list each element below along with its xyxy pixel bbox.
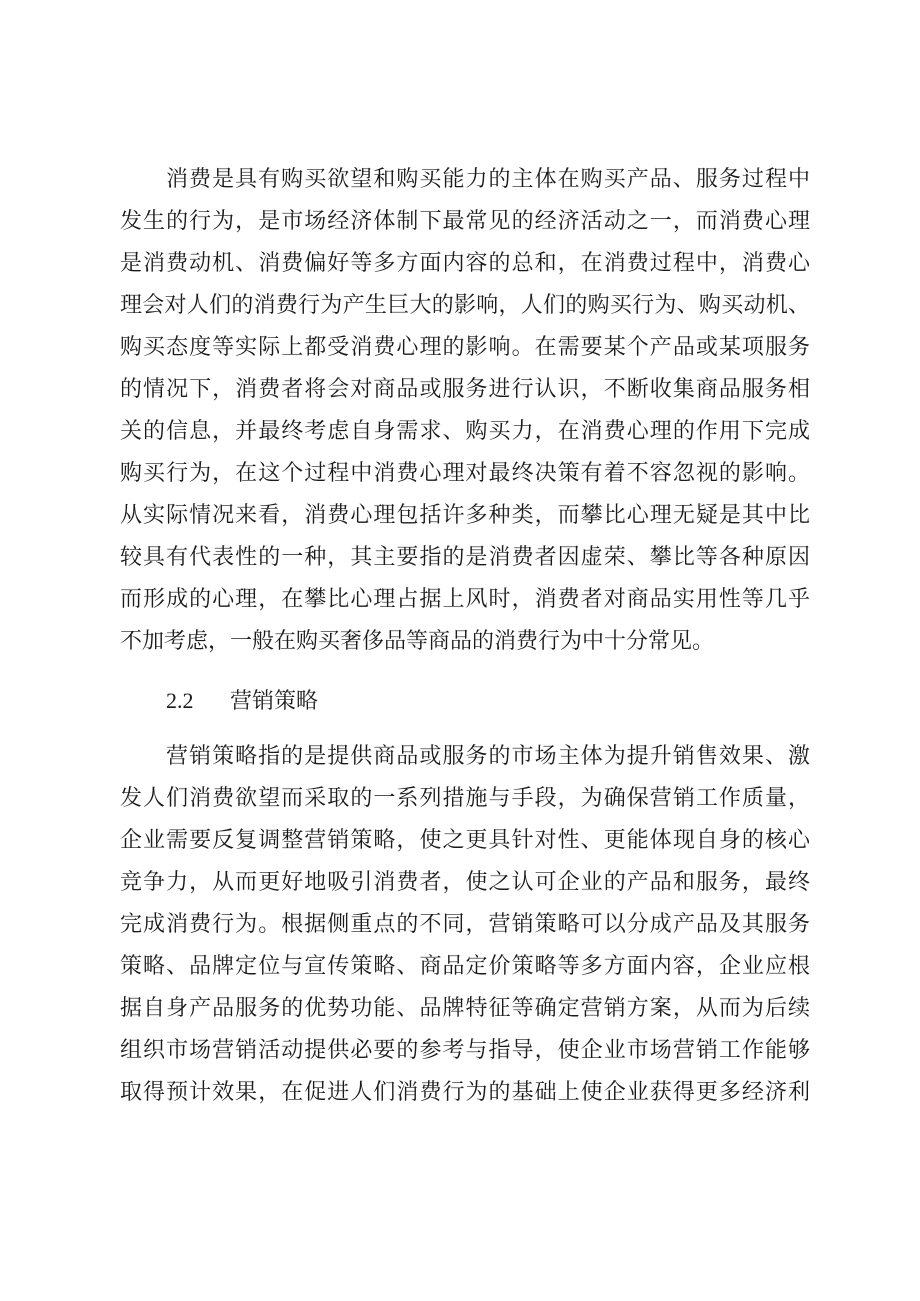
section-number: 2.2 <box>166 688 194 713</box>
paragraph-line: 发生的行为，是市场经济体制下最常见的经济活动之一，而消费心理 <box>120 209 810 234</box>
paragraph-line: 理会对人们的消费行为产生巨大的影响，人们的购买行为、购买动机、 <box>120 293 810 318</box>
paragraph-line: 购买态度等实际上都受消费心理的影响。在需要某个产品或某项服务 <box>120 335 810 360</box>
paragraph-line: 是消费动机、消费偏好等多方面内容的总和，在消费过程中，消费心 <box>120 251 810 276</box>
paragraph-line: 取得预计效果，在促进人们消费行为的基础上使企业获得更多经济利 <box>120 1080 810 1105</box>
paragraph-line: 购买行为，在这个过程中消费心理对最终决策有着不容忽视的影响。 <box>120 461 810 486</box>
paragraph-line: 的情况下，消费者将会对商品或服务进行认识，不断收集商品服务相 <box>120 377 810 402</box>
paragraph-line: 不加考虑，一般在购买奢侈品等商品的消费行为中十分常见。 <box>120 629 715 654</box>
paragraph-line: 组织市场营销活动提供必要的参考与指导，使企业市场营销工作能够 <box>120 1038 810 1063</box>
paragraph-line: 策略、品牌定位与宣传策略、商品定价策略等多方面内容，企业应根 <box>120 954 810 979</box>
paragraph-line: 较具有代表性的一种，其主要指的是消费者因虚荣、攀比等各种原因 <box>120 545 810 570</box>
paragraph-line: 关的信息，并最终考虑自身需求、购买力，在消费心理的作用下完成 <box>120 419 810 444</box>
paragraph-line: 企业需要反复调整营销策略，使之更具针对性、更能体现自身的核心 <box>120 828 810 853</box>
paragraph-line: 据自身产品服务的优势功能、品牌特征等确定营销方案，从而为后续 <box>120 996 810 1021</box>
paragraph-line: 完成消费行为。根据侧重点的不同，营销策略可以分成产品及其服务 <box>120 912 810 937</box>
paragraph-line: 而形成的心理，在攀比心理占据上风时，消费者对商品实用性等几乎 <box>120 587 810 612</box>
section-heading <box>166 688 318 715</box>
paragraph-line: 营销策略指的是提供商品或服务的市场主体为提升销售效果、激 <box>166 744 810 769</box>
paragraph-line: 竞争力，从而更好地吸引消费者，使之认可企业的产品和服务，最终 <box>120 870 810 895</box>
paragraph-line: 发人们消费欲望而采取的一系列措施与手段，为确保营销工作质量， <box>120 786 810 811</box>
paragraph-line: 从实际情况来看，消费心理包括许多种类，而攀比心理无疑是其中比 <box>120 503 810 528</box>
section-title: 营销策略 <box>230 689 319 714</box>
paragraph-line: 消费是具有购买欲望和购买能力的主体在购买产品、服务过程中 <box>166 167 810 192</box>
